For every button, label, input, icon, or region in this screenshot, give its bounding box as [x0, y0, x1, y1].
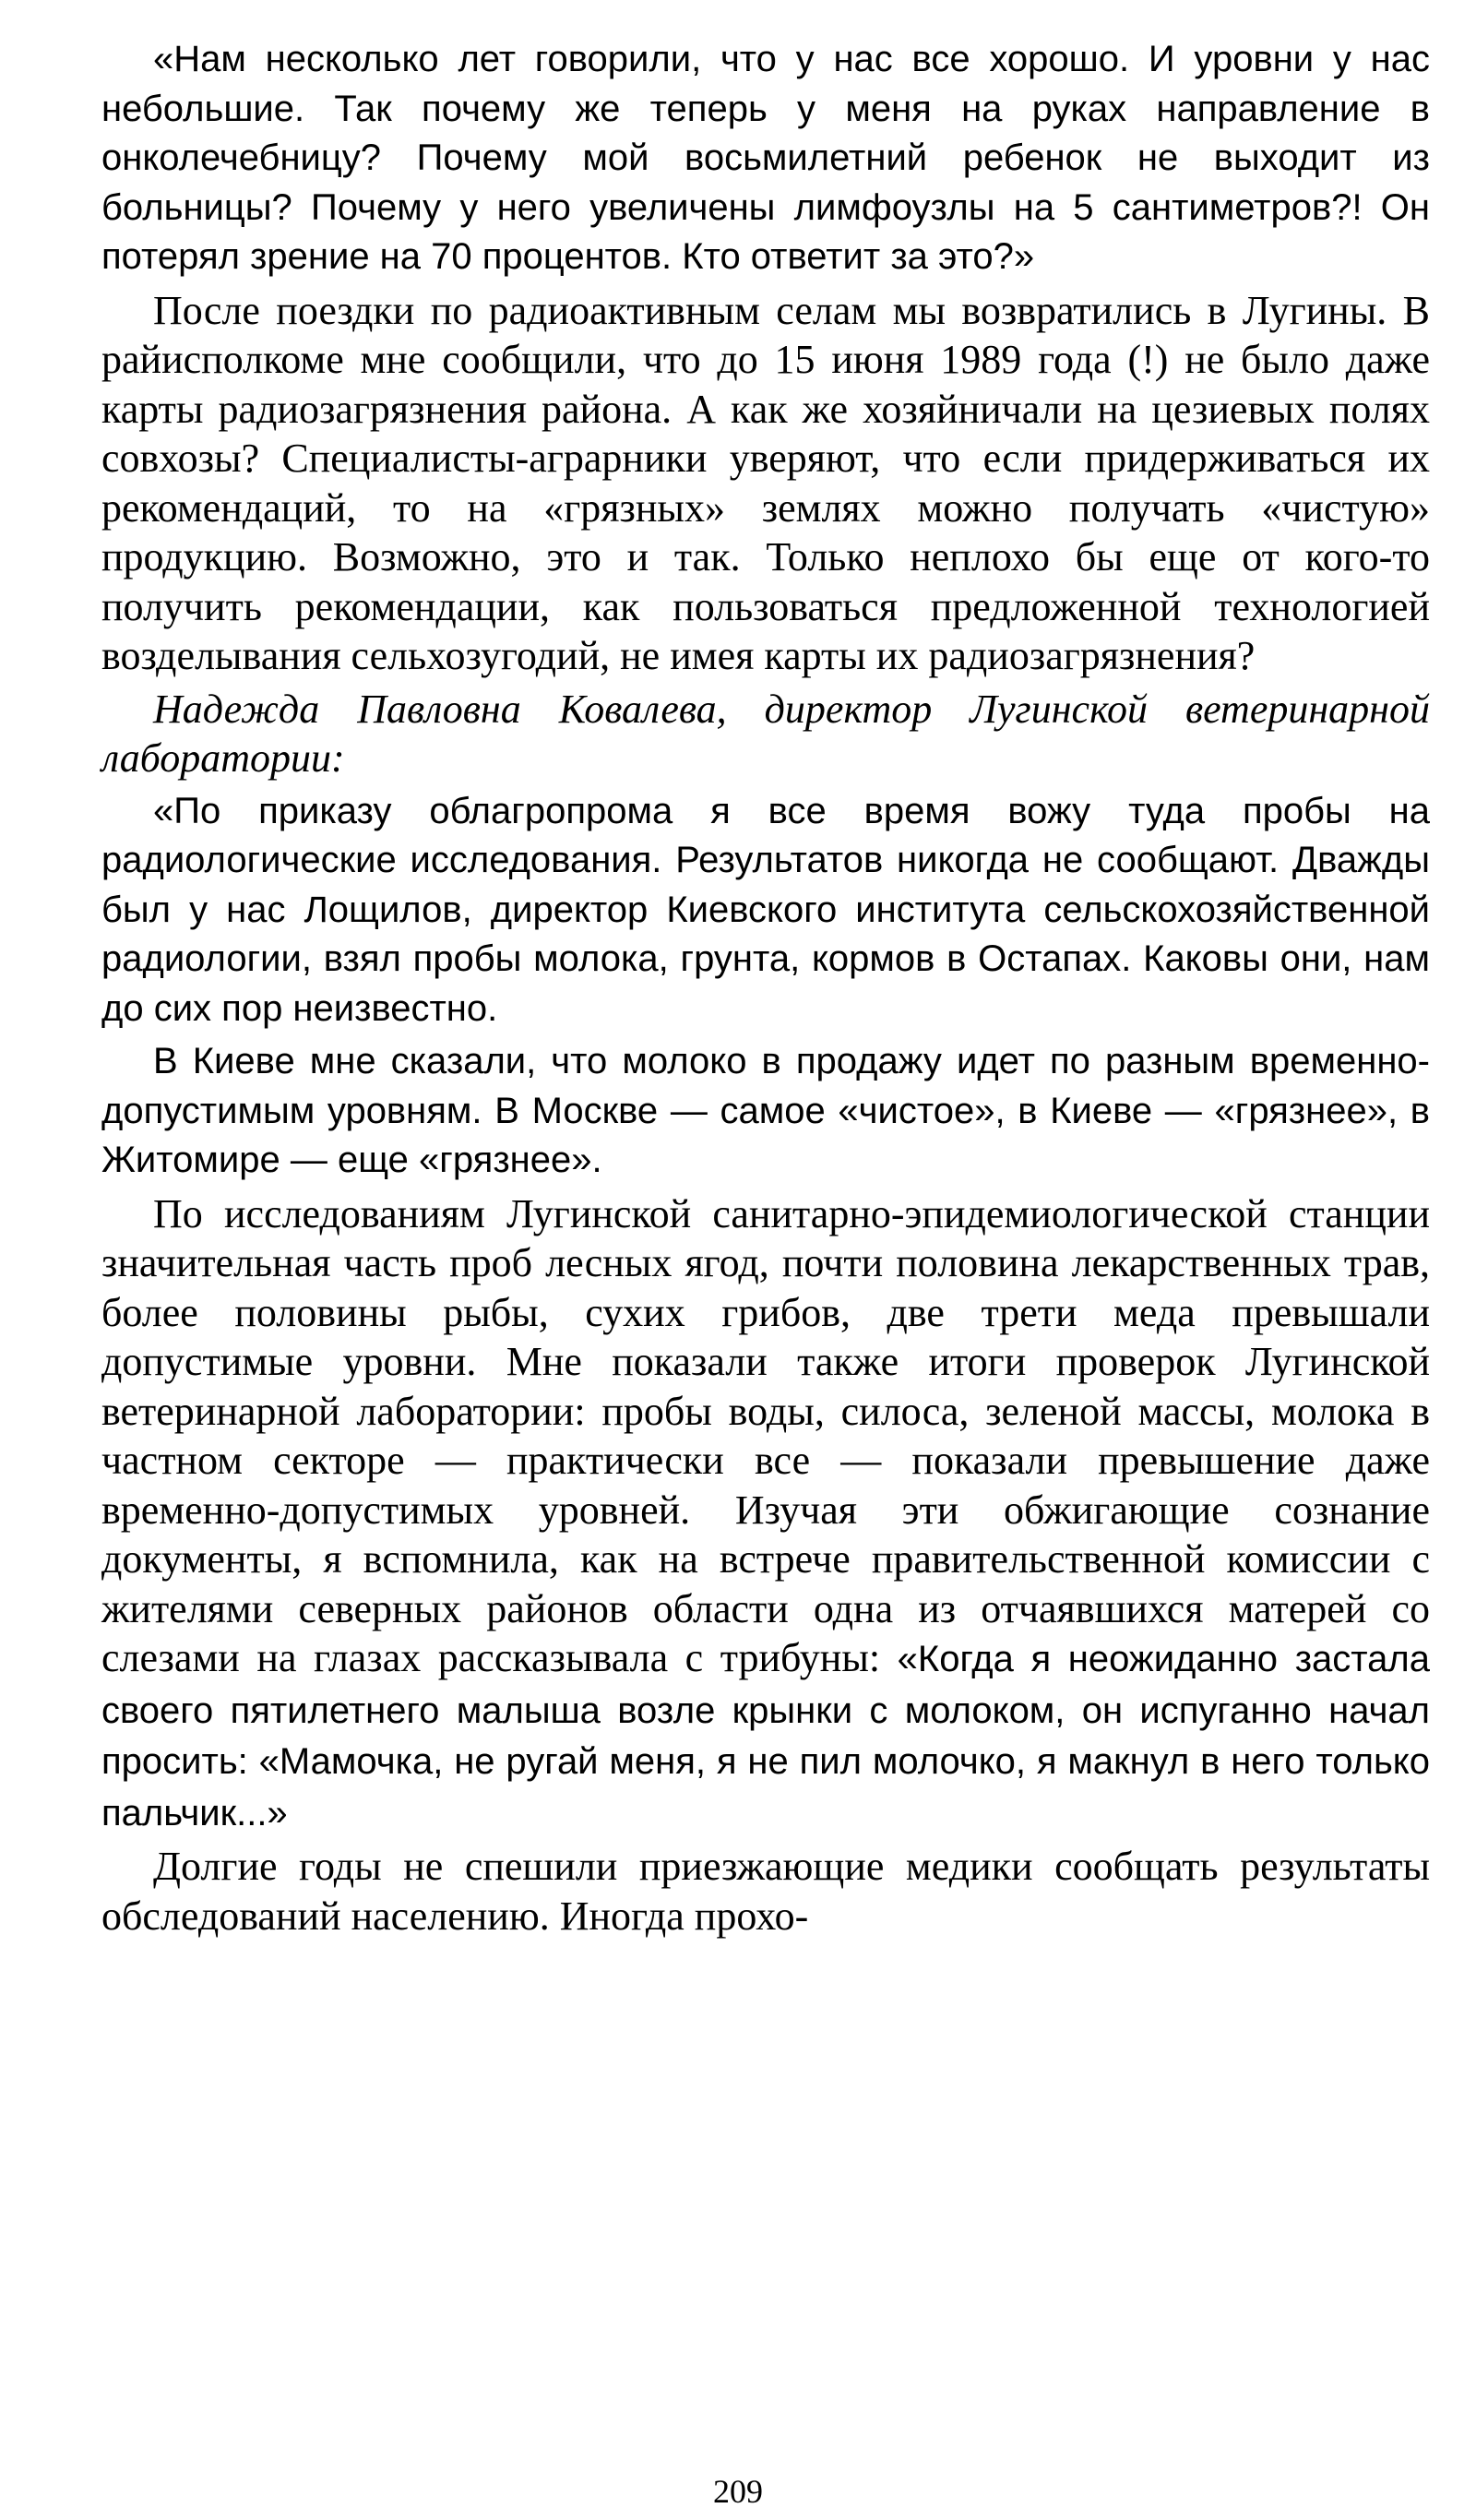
- quote-paragraph-1: «Нам несколько лет говорили, что у нас все хорошо. И уровни у нас небольшие. Так почему же теперь у меня на руках направление в онколечебницу? Почему мой восьмилетний ребенок не выходит из больницы? Почему у него увеличены лимфоузлы на 5 сантиметров?! Он потерял зрение на 70 процентов. Кто ответит за это?»: [101, 39, 1430, 277]
- page-body: [101, 35, 1430, 1941]
- paragraph-2: После поездки по радиоактивным селам мы возвратились в Лугины. В райисполкоме мне сообщили, что до 15 июня 1989 года (!) не было даже карты радиозагрязнения района. А как же хозяйничали на цезиевых полях совхозы? Специалисты-аграрники уверяют, что если придерживаться их рекомендаций, то на «грязных» землях можно получать «чистую» продукцию. Возможно, это и так. Только неплохо бы еще от кого-то получить рекомендации, как пользоваться предложенной технологией возделывания сельхозугодий, не имея карты их радиозагрязнения?: [101, 287, 1430, 678]
- paragraph-6: Долгие годы не спешили приезжающие медики сообщать результаты обследований населению. Иногда прохо-: [101, 1844, 1430, 1939]
- paragraph-5-text: По исследованиям Лугинской санитарно-эпидемиологической станции значительная часть проб лесных ягод, почти половина лекарственных трав, более половины рыбы, сухих грибов, две трети меда превышали допустимые уровни. Мне показали также итоги проверок Лугинской ветеринарной лаборатории: пробы воды, силоса, зеленой массы, молока в частном секторе — практически все — показали превышение даже временно-допустимых уровней. Изучая эти обжигающие сознание документы, я вспомнила, как на встрече правительственной комиссии с жителями северных районов области одна из отчаявшихся матерей со слезами на глазах рассказывала с трибуны:: [101, 1190, 1430, 1680]
- page-number: 209: [713, 2473, 763, 2510]
- quote-paragraph-4: В Киеве мне сказали, что молоко в продажу идет по разным временно-допустимым уровням. В Москве — самое «чистое», в Киеве — «грязнее», в Житомире — еще «грязнее».: [101, 1041, 1430, 1180]
- speaker-attribution: Надежда Павловна Ковалева, директор Лугинской ветеринарной лаборатории:: [101, 686, 1430, 781]
- quote-paragraph-3: «По приказу облагропрома я все время вожу туда пробы на радиологические исследования. Результатов никогда не сообщают. Дважды был у нас Лощилов, директор Киевского института сельскохозяйственной радиологии, взял пробы молока, грунта, кормов в Остапах. Каковы они, нам до сих пор неизвестно.: [101, 790, 1430, 1029]
- paragraph-5-quote: «Когда я неожиданно застала своего пятилетнего малыша возле крынки с молоком, он испуганно начал просить: «Мамочка, не ругай меня, я не пил молочко, я макнул в него только пальчик...»: [101, 1639, 1430, 1833]
- paragraph-5: [101, 1189, 1430, 1839]
